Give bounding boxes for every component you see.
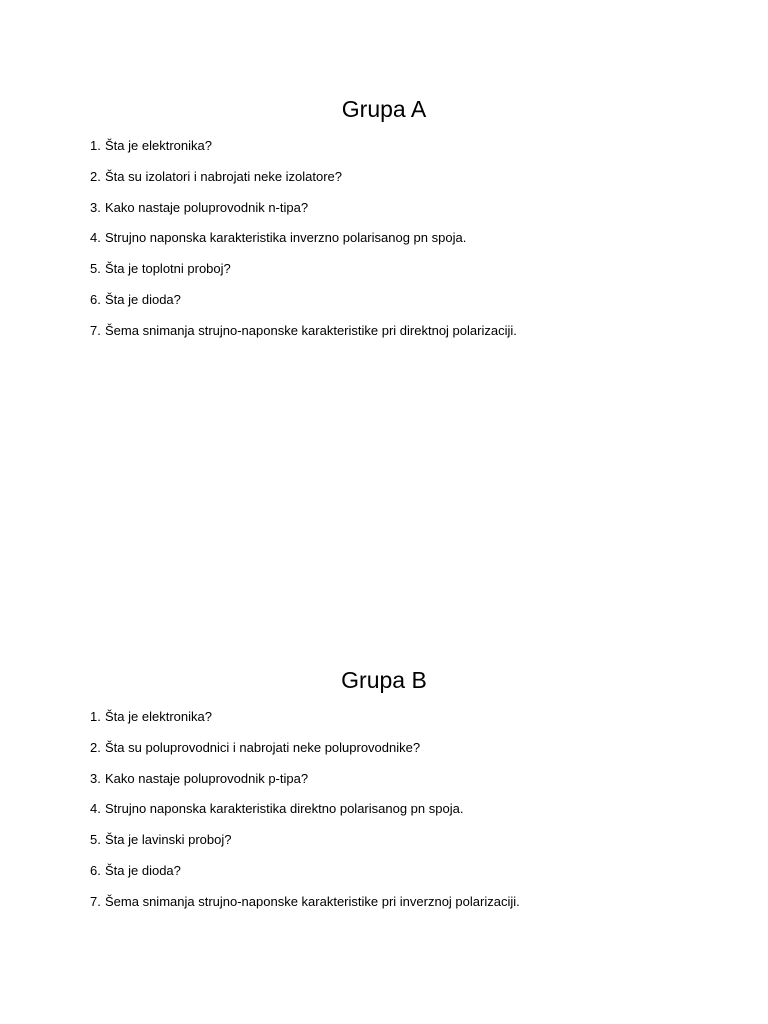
group-b-question-list: [90, 709, 520, 925]
question-number: 3.: [90, 770, 101, 786]
question-item: [90, 323, 517, 339]
question-text: Šema snimanja strujno-naponske karakteristike pri direktnoj polarizaciji.: [105, 322, 517, 338]
question-text: Strujno naponska karakteristika direktno polarisanog pn spoja.: [105, 801, 464, 817]
question-text: Strujno naponska karakteristika inverzno polarisanog pn spoja.: [105, 230, 467, 246]
question-number: 7.: [90, 322, 101, 338]
question-number: 6.: [90, 862, 101, 878]
question-item: [90, 863, 520, 879]
question-number: 2.: [90, 168, 101, 184]
question-item: [90, 138, 517, 154]
question-item: [90, 771, 520, 787]
group-a-title: Grupa A: [341, 96, 427, 122]
question-item: [90, 261, 517, 277]
question-text: Šta su izolatori i nabrojati neke izolatore?: [105, 168, 343, 184]
question-number: 6.: [90, 291, 101, 307]
group-a-question-list: [90, 138, 517, 354]
question-item: [90, 801, 520, 817]
question-item: [90, 200, 517, 216]
question-text: Šta su poluprovodnici i nabrojati neke poluprovodnike?: [105, 739, 421, 755]
group-b-section: [0, 665, 768, 909]
question-text: Kako nastaje poluprovodnik p-tipa?: [105, 770, 309, 786]
question-item: [90, 709, 520, 725]
question-item: [90, 230, 517, 246]
question-number: 2.: [90, 739, 101, 755]
group-b-title: Grupa B: [341, 667, 427, 693]
question-number: 1.: [90, 709, 101, 724]
question-text: Šta je elektronika?: [105, 138, 212, 153]
group-a-section: [0, 94, 768, 338]
question-number: 4.: [90, 230, 101, 246]
question-item: [90, 832, 520, 848]
question-text: Šta je lavinski proboj?: [105, 832, 232, 848]
question-text: Šta je toplotni proboj?: [105, 261, 231, 277]
question-text: Šta je dioda?: [105, 291, 181, 307]
question-item: [90, 894, 520, 910]
question-item: [90, 740, 520, 756]
question-number: 3.: [90, 199, 101, 215]
question-text: Šta je elektronika?: [105, 709, 212, 724]
question-item: [90, 292, 517, 308]
question-text: Šema snimanja strujno-naponske karakteristike pri inverznoj polarizaciji.: [105, 893, 520, 909]
question-number: 1.: [90, 138, 101, 153]
question-number: 5.: [90, 832, 101, 848]
question-number: 7.: [90, 893, 101, 909]
question-item: [90, 169, 517, 185]
question-number: 5.: [90, 261, 101, 277]
question-text: Šta je dioda?: [105, 862, 181, 878]
question-number: 4.: [90, 801, 101, 817]
question-text: Kako nastaje poluprovodnik n-tipa?: [105, 199, 309, 215]
